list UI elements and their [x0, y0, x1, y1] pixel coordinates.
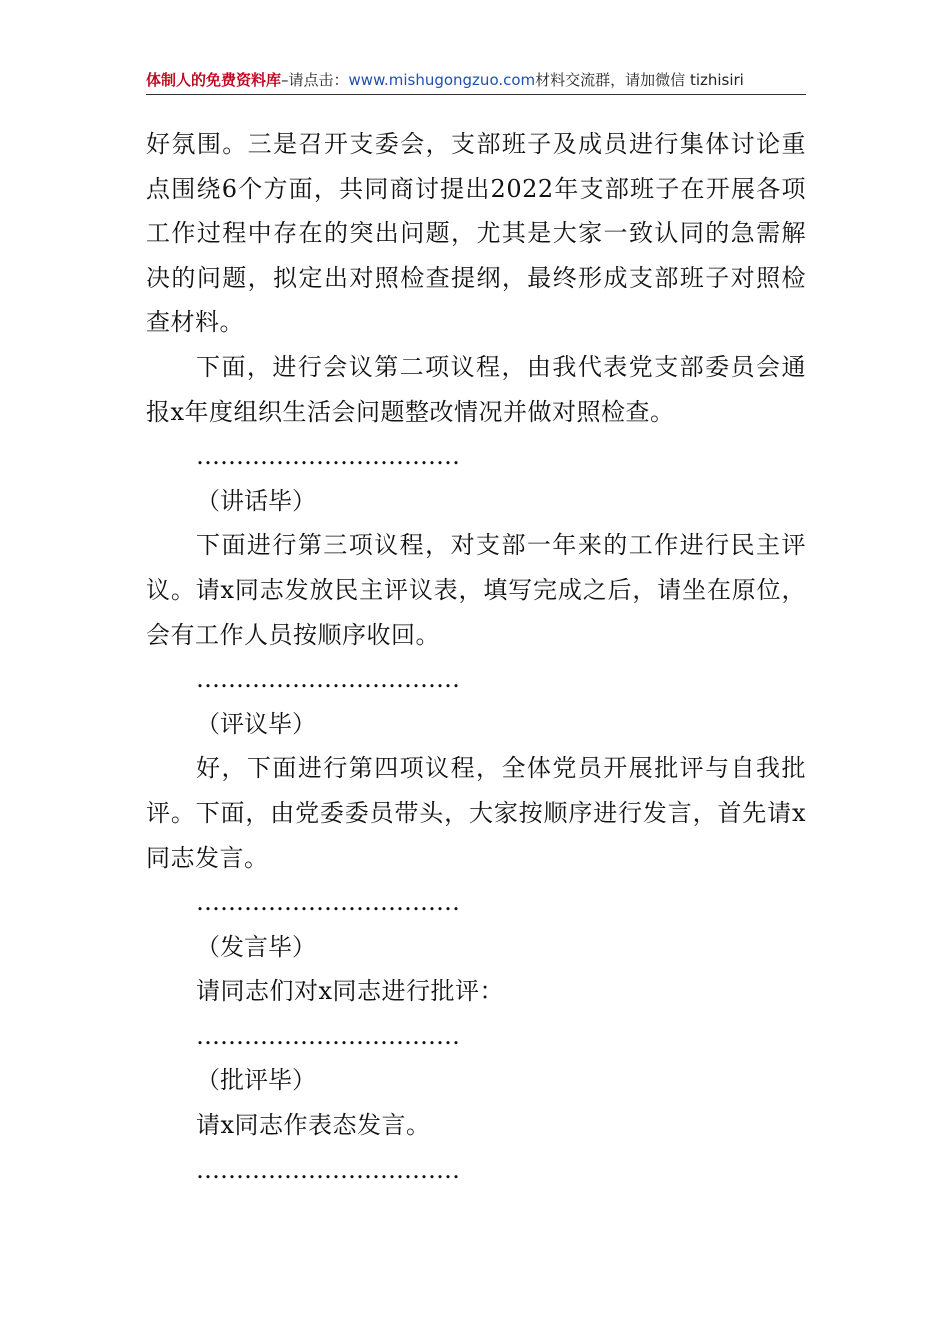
paragraph-6: 请x同志作表态发言。 — [196, 1111, 431, 1140]
document-body — [146, 122, 806, 1192]
paragraph-1: 好氛围。三是召开支委会，支部班子及成员进行集体讨论重点围绕6个方面，共同商讨提出2022年支部班子在开展各项工作过程中存在的突出问题，尤其是大家一致认同的急需解决的问题，拟定出对照检查提纲，最终形成支部班子对照检查材料。 — [146, 130, 806, 337]
ellipsis-2: …………………………… — [196, 665, 460, 694]
header-website-link[interactable]: www.mishugongzuo.com — [348, 71, 536, 89]
page-header — [146, 68, 806, 95]
paragraph-5: 请同志们对x同志进行批评： — [196, 977, 505, 1006]
remark-review-end: （评议毕） — [196, 709, 316, 738]
ellipsis-3: …………………………… — [196, 888, 460, 917]
paragraph-2: 下面，进行会议第二项议程，由我代表党支部委员会通报x年度组织生活会问题整改情况并做对照检查。 — [146, 352, 806, 426]
header-wechat-note: 材料交流群，请加微信 tizhisiri — [535, 71, 744, 89]
ellipsis-1: …………………………… — [196, 442, 460, 471]
header-brand: 体制人的免费资料库 — [146, 71, 282, 89]
ellipsis-4: …………………………… — [196, 1021, 460, 1050]
header-prompt: –请点击： — [281, 71, 349, 89]
remark-criticism-end: （批评毕） — [196, 1066, 316, 1095]
remark-speech-end: （讲话毕） — [196, 486, 316, 515]
ellipsis-5: …………………………… — [196, 1155, 460, 1184]
paragraph-4: 好，下面进行第四项议程，全体党员开展批评与自我批评。下面，由党委委员带头，大家按顺序进行发言，首先请x同志发言。 — [146, 754, 806, 872]
paragraph-3: 下面进行第三项议程，对支部一年来的工作进行民主评议。请x同志发放民主评议表，填写完成之后，请坐在原位，会有工作人员按顺序收回。 — [146, 531, 806, 649]
remark-statement-end: （发言毕） — [196, 932, 316, 961]
